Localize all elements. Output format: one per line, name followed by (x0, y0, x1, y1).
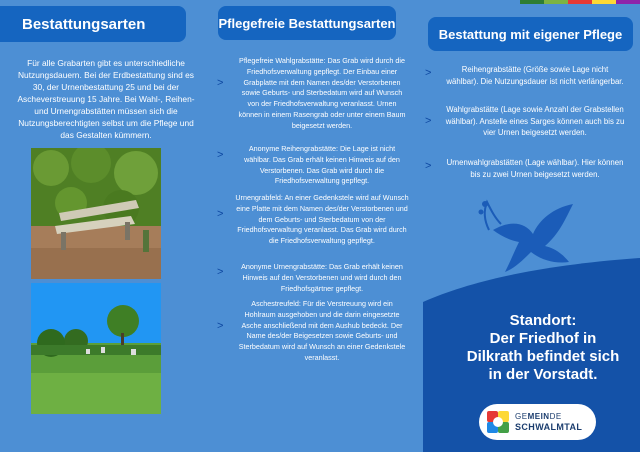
bench-photo (31, 148, 161, 279)
standort-line: Der Friedhof in (489, 330, 597, 347)
list-item (217, 193, 409, 247)
panel3-title: Bestattung mit eigener Pflege (428, 17, 633, 51)
panel-bestattungsarten (0, 0, 213, 452)
chevron-right-icon: > (425, 115, 432, 127)
cemetery-photo (31, 283, 161, 414)
chevron-right-icon: > (217, 77, 224, 89)
dove-icon (475, 190, 585, 280)
entry-text: Wahlgrabstätte (Lage sowie Anzahl der Grabstellen wählbar). Anstelle eines Sarges können auch bis zu vier Urnen beigesetzt werden. (445, 105, 625, 137)
entry-text: Anonyme Urnengrabstätte: Das Grab erhält keinen Hinweis auf den Verstorbenen und wird durch den Friedhofsgärtner gepflegt. (241, 262, 403, 293)
list-item (217, 56, 409, 132)
chevron-right-icon: > (425, 67, 432, 79)
list-item (217, 262, 409, 294)
panel2-title: Pflegefreie Bestattungsarten (218, 6, 396, 40)
standort-line: Standort: (509, 312, 577, 329)
list-item (425, 64, 625, 87)
entry-text: Anonyme Reihengrabstätte: Die Lage ist nicht wählbar. Das Grab erhält keinen Hinweis auf den Verstorbenen. Das Grab wird durch die Friedhofsverwaltung gepflegt. (244, 144, 400, 186)
entry-text: Aschestreufeld: Für die Verstreuung wird ein Hohlraum ausgehoben und die darin eingesetzte Asche anschließend mit dem Aushub bedeckt. Der Name des/der Beigesetzen sowie Geburts- und Sterbedatum wird auf Wunsch an einer Gedenkstele veranlasst. (238, 299, 406, 362)
chevron-right-icon: > (217, 149, 224, 161)
logo-emblem-icon (487, 411, 509, 433)
logo-mid: MEIN (527, 412, 550, 421)
standort-line: Dilkrath befindet sich (466, 348, 620, 365)
gemeinde-logo (479, 404, 596, 440)
list-item (425, 157, 625, 180)
chevron-right-icon: > (217, 266, 224, 278)
chevron-right-icon: > (217, 208, 224, 220)
panel1-title: Bestattungsarten (0, 6, 186, 42)
chevron-right-icon: > (217, 320, 224, 332)
list-item (217, 144, 409, 187)
logo-prefix: GE (515, 412, 528, 421)
entry-text: Reihengrabstätte (Größe sowie Lage nicht wählbar). Die Nutzungsdauer ist nicht verlängerbar. (446, 65, 624, 86)
standort-line: in der Vorstadt. (488, 366, 598, 383)
logo-suffix: DE (549, 412, 562, 421)
chevron-right-icon: > (425, 160, 432, 172)
panel1-intro: Für alle Grabarten gibt es unterschiedliche Nutzungsdauern. Bei der Erdbestattung sind es 30, der Urnenbestattung 25 und bei der Ascheverstreuung 15 Jahre. Bei Wahl-, Reihen- und Urnengrabstätten müssen sich die Nutzungsberechtigten selbst um die Pflege und das Gestalten kümmern. (17, 58, 195, 140)
panel-eigene-pflege (423, 0, 640, 452)
entry-text: Pflegefreie Wahlgrabstätte: Das Grab wird durch die Friedhofsverwaltung gepflegt. Der Einbau einer Grabplatte mit dem Namen des/der Verstorbenen sowie Geburts- und Sterbedatum wird auf Wunsch von der Friedhofsverwaltung veranlasst. Urnen können in einem Rasengrab oder unter einem Baum beigesetzt werden. (238, 56, 406, 130)
entry-text: Urnengrabfeld: An einer Gedenkstele wird auf Wunsch eine Platte mit dem Namen des/der Verstorbenen und dem Geburts- und Sterbedatum von der Friedhofsverwaltung veranlasst. Das Grab wird durch die Friedhofsverwaltung gepflegt. (235, 193, 409, 246)
list-item (217, 299, 409, 364)
logo-name: SCHWALMTAL (515, 422, 583, 432)
list-item (425, 104, 625, 139)
standort-block (463, 312, 623, 384)
entry-text: Urnenwahlgrabstätten (Lage wählbar). Hier können bis zu zwei Urnen beigesetzt werden. (446, 158, 624, 179)
panel-pflegefrei (213, 0, 423, 452)
